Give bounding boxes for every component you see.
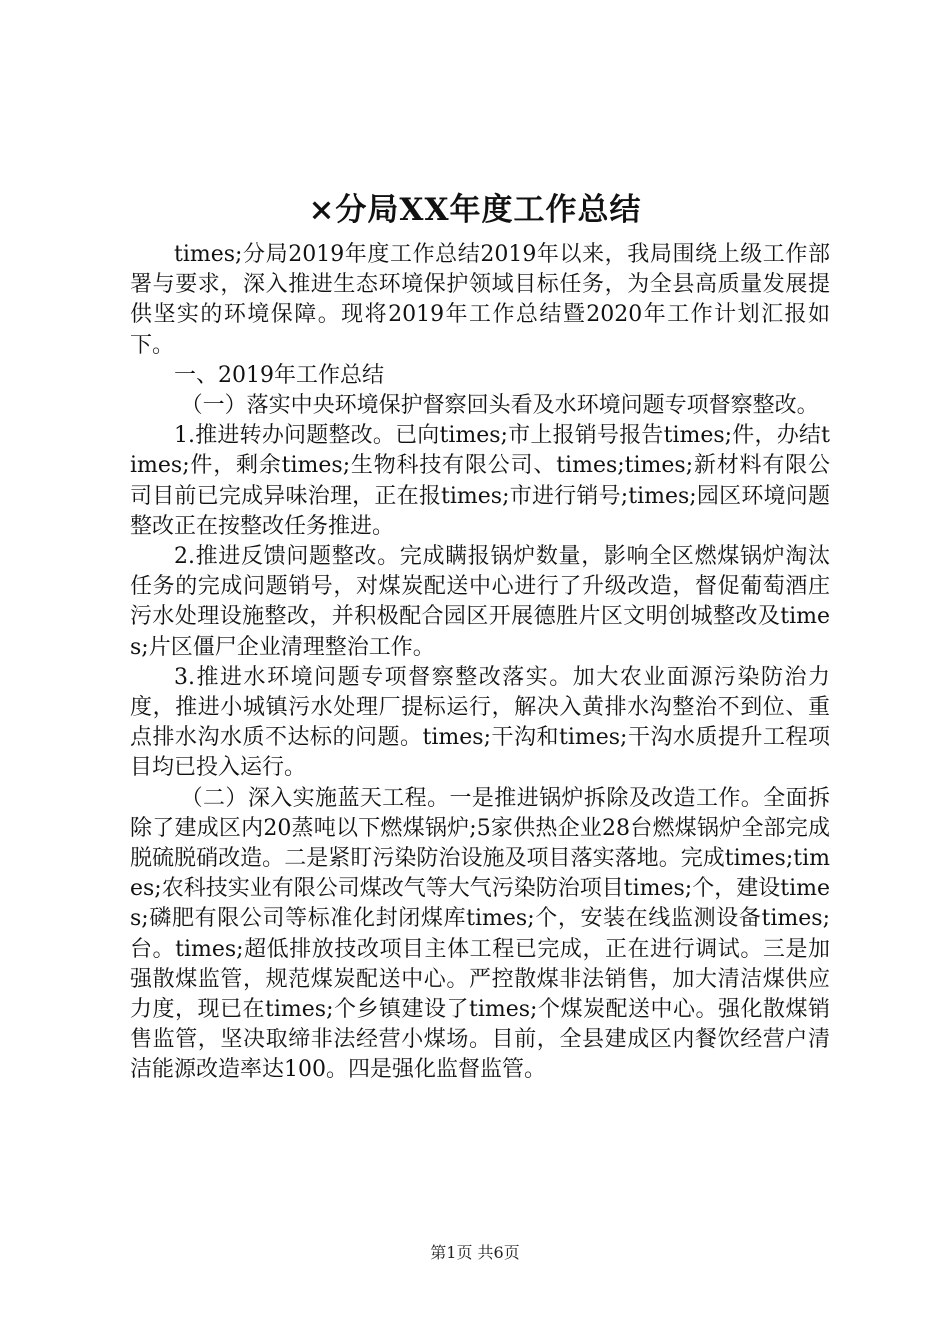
document-body (130, 240, 830, 1086)
subsection-heading: （一）落实中央环境保护督察回头看及水环境问题专项督察整改。 (180, 393, 819, 419)
item-paragraph-1: 1.推进转办问题整改。已向times;市上报销号报告times;件，办结times;件，剩余times;生物科技有限公司、times;times;新材料有限公司目前已完成异味治理，正在报times;市进行销号;times;园区环境问题整改正在按整改任务推进。 (130, 423, 830, 539)
document-title: ×分局XX年度工作总结 (308, 192, 642, 228)
intro-paragraph: times;分局2019年度工作总结2019年以来，我局围绕上级工作部署与要求，深入推进生态环境保护领域目标任务，为全县高质量发展提供坚实的环境保障。现将2019年工作总结暨2020年工作计划汇报如下。 (130, 242, 830, 358)
item-paragraph-3: 3.推进水环境问题专项督察整改落实。加大农业面源污染防治力度，推进小城镇污水处理厂提标运行，解决入黄排水沟整治不到位、重点排水沟水质不达标的问题。times;干沟和times;干沟水质提升工程项目均已投入运行。 (130, 664, 830, 781)
subsection-paragraph-2: （二）深入实施蓝天工程。一是推进锅炉拆除及改造工作。全面拆除了建成区内20蒸吨以下燃煤锅炉;5家供热企业28台燃煤锅炉全部完成脱硫脱硝改造。二是紧盯污染防治设施及项目落实落地。完成times;times;农科技实业有限公司煤改气等大气污染防治项目times;个，建设times;磷肥有限公司等标准化封闭煤库times;个，安装在线监测设备times;台。times;超低排放技改项目主体工程已完成，正在进行调试。三是加强散煤监管，规范煤炭配送中心。严控散煤非法销售，加大清洁煤供应力度，现已在times;个乡镇建设了times;个煤炭配送中心。强化散煤销售监管，坚决取缔非法经营小煤场。目前，全县建成区内餐饮经营户清洁能源改造率达100。四是强化监督监管。 (130, 785, 830, 1083)
section-heading: 一、2019年工作总结 (174, 362, 384, 388)
page-footer: 第1页 共6页 (430, 1243, 520, 1262)
item-paragraph-2: 2.推进反馈问题整改。完成瞒报锅炉数量，影响全区燃煤锅炉淘汰任务的完成问题销号，对煤炭配送中心进行了升级改造，督促葡萄酒庄污水处理设施整改，并积极配合园区开展德胜片区文明创城整改及times;片区僵尸企业清理整治工作。 (130, 544, 830, 660)
